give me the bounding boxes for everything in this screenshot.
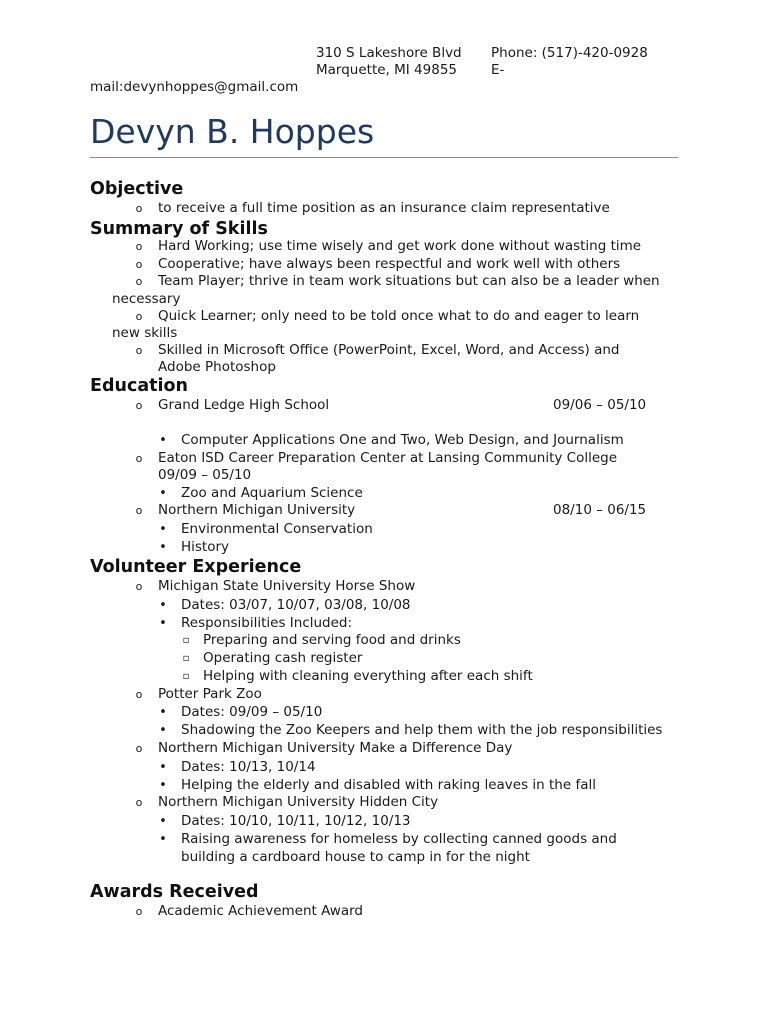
- volunteer-org: Northern Michigan University Make a Difference Day: [158, 740, 513, 756]
- education-heading: Education: [90, 376, 188, 396]
- volunteer-org: Northern Michigan University Hidden City: [158, 794, 439, 810]
- awards-heading: Awards Received: [90, 882, 259, 902]
- volunteer-duty: Preparing and serving food and drinks: [203, 632, 461, 648]
- skill-item: Quick Learner; only need to be told once what to do and eager to learn: [158, 308, 640, 324]
- volunteer-dates: Dates: 10/10, 10/11, 10/12, 10/13: [181, 813, 411, 829]
- school-dates: 08/10 – 06/15: [553, 502, 647, 518]
- volunteer-detail: Raising awareness for homeless by collecting canned goods and: [181, 831, 617, 847]
- school-dates: 09/06 – 05/10: [553, 397, 647, 413]
- volunteer-dates: Dates: 10/13, 10/14: [181, 759, 316, 775]
- school-detail: History: [181, 539, 230, 555]
- skill-item-continued: new skills: [112, 325, 178, 341]
- circle-bullet-icon: o: [135, 310, 143, 323]
- circle-bullet-icon: o: [135, 275, 143, 288]
- objective-heading: Objective: [90, 179, 184, 199]
- name-divider: [90, 157, 678, 158]
- bullet-icon: •: [159, 832, 167, 847]
- bullet-icon: •: [159, 598, 167, 613]
- award-item: Academic Achievement Award: [158, 903, 363, 919]
- bullet-icon: •: [159, 616, 167, 631]
- circle-bullet-icon: o: [135, 344, 143, 357]
- school-name: Eaton ISD Career Preparation Center at Lansing Community College: [158, 450, 618, 466]
- volunteer-org: Potter Park Zoo: [158, 686, 262, 702]
- candidate-name: Devyn B. Hoppes: [90, 112, 375, 151]
- bullet-icon: •: [159, 705, 167, 720]
- circle-bullet-icon: o: [135, 688, 143, 701]
- bullet-icon: •: [159, 778, 167, 793]
- circle-bullet-icon: o: [135, 796, 143, 809]
- bullet-icon: •: [159, 540, 167, 555]
- volunteer-dates: Dates: 03/07, 10/07, 03/08, 10/08: [181, 597, 411, 613]
- skill-item: Cooperative; have always been respectful and work well with others: [158, 256, 621, 272]
- square-bullet-icon: ▫: [182, 671, 190, 682]
- square-bullet-icon: ▫: [182, 653, 190, 664]
- volunteer-heading: Volunteer Experience: [90, 557, 302, 577]
- school-name: Grand Ledge High School: [158, 397, 330, 413]
- address-line-2: Marquette, MI 49855: [316, 62, 458, 78]
- bullet-icon: •: [159, 814, 167, 829]
- email: mail:devynhoppes@gmail.com: [90, 79, 299, 95]
- volunteer-detail: Helping the elderly and disabled with raking leaves in the fall: [181, 777, 596, 793]
- school-detail: Environmental Conservation: [181, 521, 373, 537]
- objective-item: to receive a full time position as an insurance claim representative: [158, 200, 610, 216]
- skill-item-continued: Adobe Photoshop: [158, 359, 276, 375]
- volunteer-detail-continued: building a cardboard house to camp in for the night: [181, 849, 530, 865]
- volunteer-dates: Dates: 09/09 – 05/10: [181, 704, 323, 720]
- circle-bullet-icon: o: [135, 240, 143, 253]
- bullet-icon: •: [159, 723, 167, 738]
- skill-item: Team Player; thrive in team work situations but can also be a leader when: [158, 273, 660, 289]
- volunteer-duty: Helping with cleaning everything after each shift: [203, 668, 533, 684]
- school-detail: Computer Applications One and Two, Web Design, and Journalism: [181, 432, 624, 448]
- bullet-icon: •: [159, 486, 167, 501]
- volunteer-resp-label: Responsibilities Included:: [181, 615, 353, 631]
- school-name: Northern Michigan University: [158, 502, 356, 518]
- bullet-icon: •: [159, 522, 167, 537]
- circle-bullet-icon: o: [135, 504, 143, 517]
- bullet-icon: •: [159, 433, 167, 448]
- school-dates: 09/09 – 05/10: [158, 467, 252, 483]
- circle-bullet-icon: o: [135, 452, 143, 465]
- skills-heading: Summary of Skills: [90, 219, 268, 239]
- square-bullet-icon: ▫: [182, 635, 190, 646]
- skill-item: Hard Working; use time wisely and get work done without wasting time: [158, 238, 642, 254]
- email-prefix: E-: [491, 62, 505, 78]
- skill-item-continued: necessary: [112, 291, 181, 307]
- bullet-icon: •: [159, 760, 167, 775]
- volunteer-duty: Operating cash register: [203, 650, 363, 666]
- school-detail: Zoo and Aquarium Science: [181, 485, 363, 501]
- volunteer-org: Michigan State University Horse Show: [158, 578, 416, 594]
- circle-bullet-icon: o: [135, 580, 143, 593]
- circle-bullet-icon: o: [135, 258, 143, 271]
- skill-item: Skilled in Microsoft Office (PowerPoint, Excel, Word, and Access) and: [158, 342, 620, 358]
- circle-bullet-icon: o: [135, 399, 143, 412]
- volunteer-detail: Shadowing the Zoo Keepers and help them with the job responsibilities: [181, 722, 663, 738]
- circle-bullet-icon: o: [135, 905, 143, 918]
- circle-bullet-icon: o: [135, 742, 143, 755]
- address-line-1: 310 S Lakeshore Blvd: [316, 45, 462, 61]
- phone: Phone: (517)-420-0928: [491, 45, 648, 61]
- circle-bullet-icon: o: [135, 202, 143, 215]
